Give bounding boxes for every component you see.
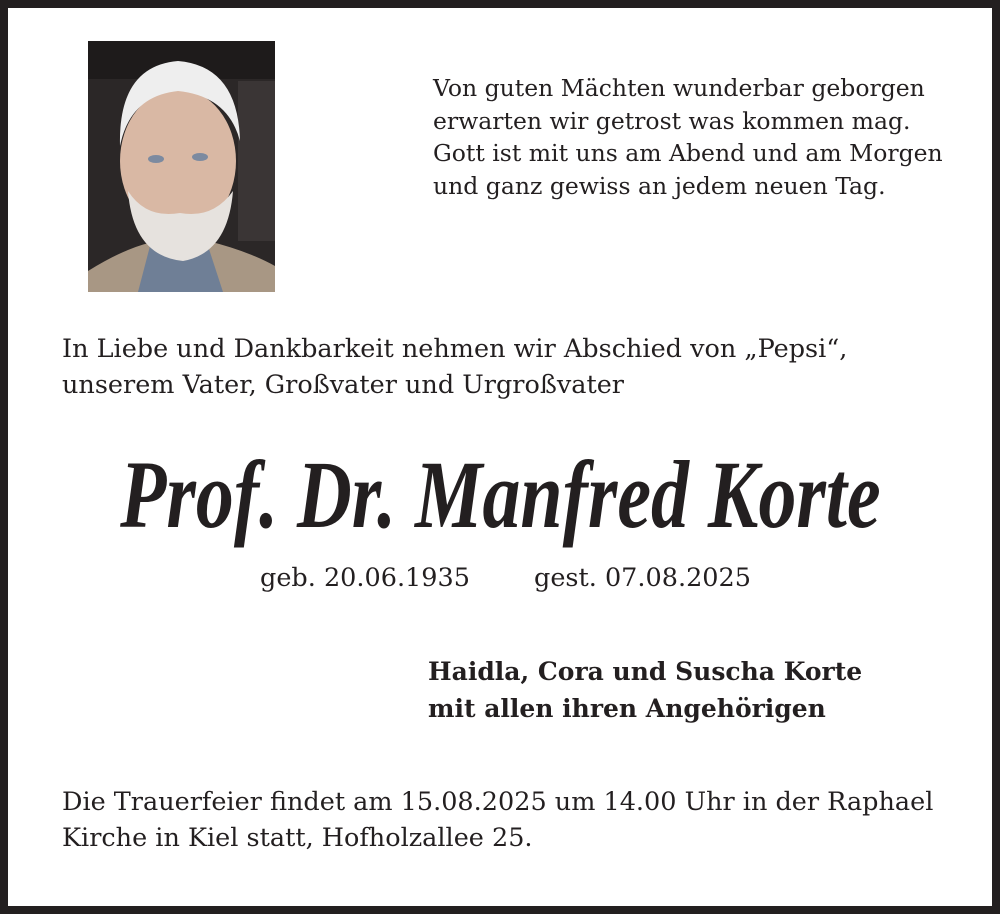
intro-line: unserem Vater, Großvater und Urgroßvater xyxy=(62,370,624,400)
deceased-name xyxy=(8,440,992,550)
portrait-photo xyxy=(88,41,275,292)
family-signature xyxy=(428,653,862,727)
funeral-info xyxy=(62,784,933,856)
poem-line: erwarten wir getrost was kommen mag. xyxy=(433,106,911,135)
poem-line: und ganz gewiss an jedem neuen Tag. xyxy=(433,171,886,200)
funeral-line: Die Trauerfeier findet am 15.08.2025 um 14.00 Uhr in der Raphael xyxy=(62,787,934,817)
family-line: mit allen ihren Angehörigen xyxy=(428,694,826,723)
family-line: Haidla, Cora und Suscha Korte xyxy=(428,657,863,686)
death-date: gest. 07.08.2025 xyxy=(534,563,751,593)
birth-date: geb. 20.06.1935 xyxy=(260,563,470,593)
poem-line: Von guten Mächten wunderbar geborgen xyxy=(433,74,925,102)
intro-text xyxy=(62,331,847,403)
poem-quote xyxy=(433,72,943,202)
funeral-line: Kirche in Kiel statt, Hofholzallee 25. xyxy=(62,823,533,853)
intro-line: In Liebe und Dankbarkeit nehmen wir Abschied von „Pepsi“, xyxy=(62,334,848,364)
deceased-name-text: Prof. Dr. Manfred Korte xyxy=(119,441,881,548)
poem-line: Gott ist mit uns am Abend und am Morgen xyxy=(433,139,943,167)
